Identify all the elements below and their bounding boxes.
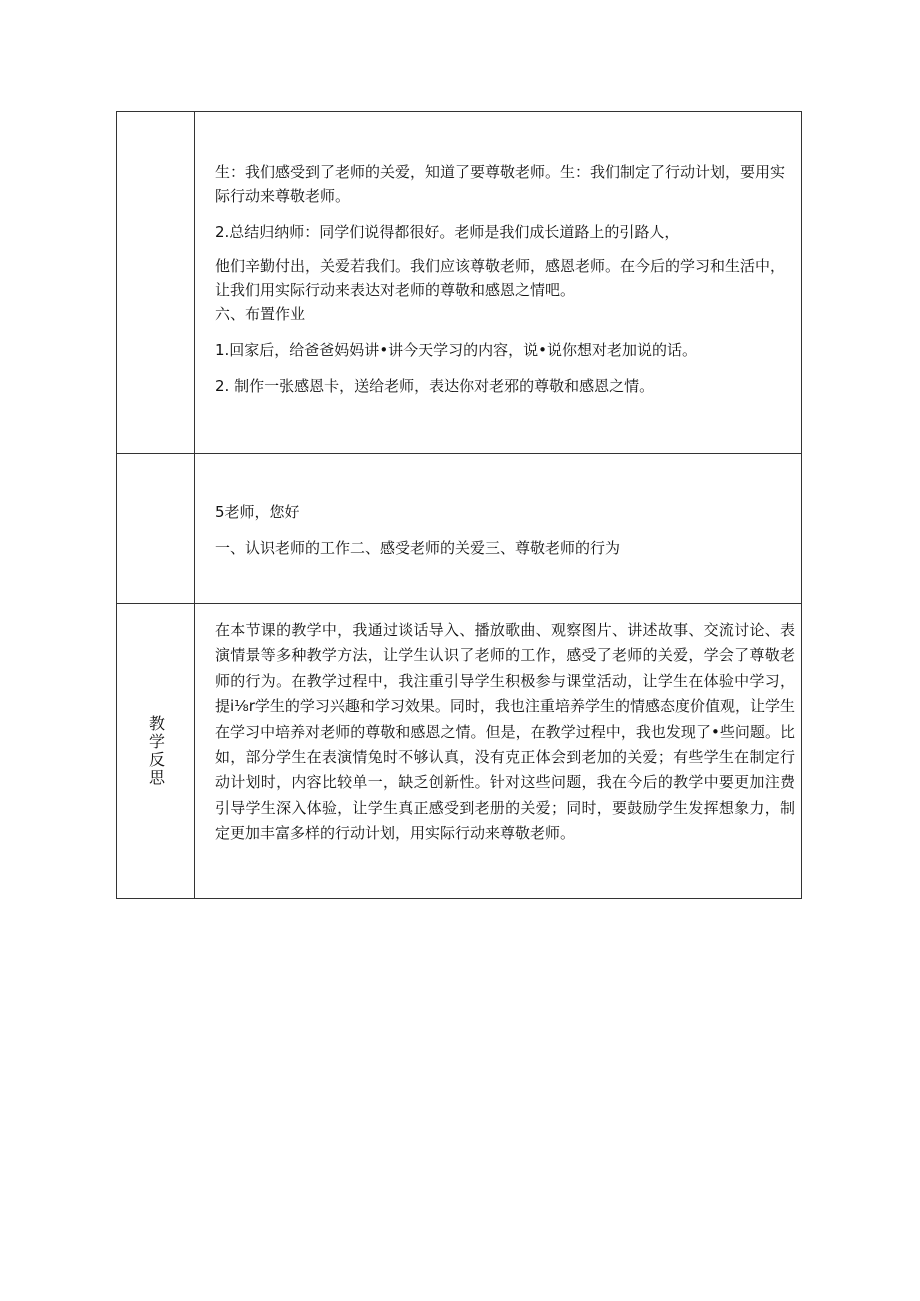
board-outline: 一、认识老师的工作二、感受老师的关爱三、尊敬老师的行为 — [215, 539, 621, 557]
lesson-plan-table — [116, 111, 802, 899]
table-row — [117, 454, 801, 604]
summary-paragraph: 2.总结归纳师：同学们说得都很好。老师是我们成长道路上的引路人， — [215, 223, 680, 241]
board-design-cell — [195, 454, 801, 603]
row-content-cell — [195, 112, 801, 453]
row-label-cell — [117, 454, 195, 603]
lesson-title: 5老师，您好 — [215, 503, 300, 521]
reflection-label: 教学反思 — [146, 715, 166, 787]
student-response-paragraph: 生：我们感受到了老师的关爱，知道了要尊敬老师。生：我们制定了行动计划，要用实际行动来尊敬老师。 — [215, 163, 786, 205]
row-label-cell — [117, 112, 195, 453]
row-label-cell — [117, 604, 195, 898]
reflection-text: 在本节课的教学中，我通过谈话导入、播放歌曲、观察图片、讲述故事、交流讨论、表演情景等多种教学方法，让学生认识了老师的工作，感受了老师的关爱，学会了尊敬老师的行为。在教学过程中，我注重引导学生积极参与课堂活动，让学生在体验中学习，提i⅛r学生的学习兴趣和学习效果。同时，我也注重培养学生的情感态度价值观，让学生在学习中培养对老师的尊敬和感恩之情。但是，在教学过程中，我也发现了•些问题。比如，部分学生在表演情兔时不够认真，没有克正体会到老加的关爱；有些学生在制定行动计划时，内容比较单一，缺乏创新性。针对这些问题，我在今后的教学中要更加注费引导学生深入体验，让学生真正感受到老册的关爱；同时，要鼓励学生发挥想象力，制定更加丰富多样的行动计划，用实际行动来尊敬老师。 — [215, 621, 795, 843]
summary-continued-paragraph: 他们辛勤付出，关爱若我们。我们应该尊敬老师，感恩老师。在今后的学习和生活中，让我们用实际行动来表达对老师的尊敬和感恩之情吧。 — [215, 257, 786, 299]
table-row — [117, 604, 801, 898]
homework-item-2: 2. 制作一张感恩卡，送给老师，表达你对老邪的尊敬和感恩之情。 — [215, 377, 655, 395]
reflection-cell — [195, 604, 801, 898]
homework-heading: 六、布置作业 — [215, 305, 306, 323]
homework-item-1: 1.回家后，给爸爸妈妈讲•讲今天学习的内容，说•说你想对老加说的话。 — [215, 341, 698, 359]
table-row — [117, 112, 801, 454]
